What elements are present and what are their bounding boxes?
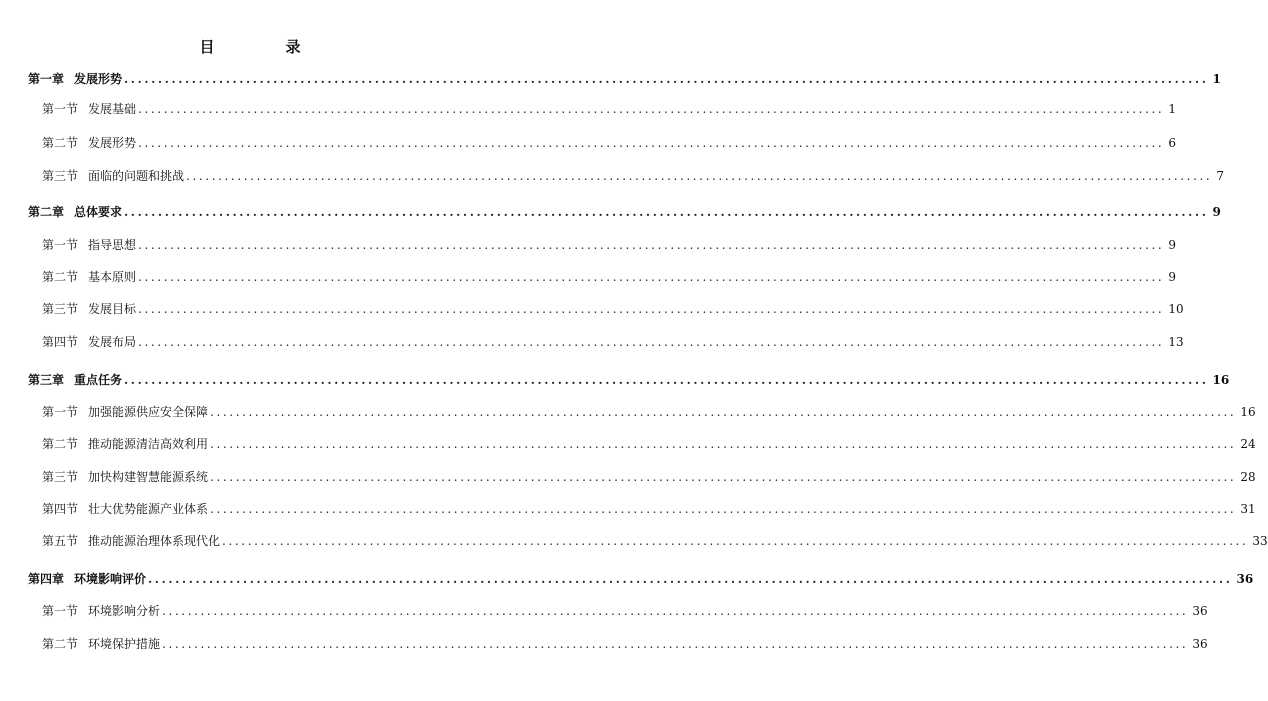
toc-section-row[interactable] [42, 335, 1184, 349]
toc-entry-number: 第四节 [42, 502, 79, 516]
toc-section-row[interactable] [42, 637, 1208, 651]
toc-entry-number: 第一节 [42, 604, 79, 618]
toc-page-number: 36 [1236, 572, 1254, 586]
toc-entry-number: 第二节 [42, 270, 79, 284]
toc-entry-number: 第四章 [28, 572, 65, 586]
toc-entry-label [42, 136, 138, 150]
toc-page-number: 36 [1192, 604, 1208, 618]
toc-entry-label [42, 169, 186, 183]
toc-entry-label [42, 437, 210, 451]
toc-leader-dots: ................................................................................................................................................................ [210, 437, 1237, 451]
toc-section-row[interactable] [42, 437, 1256, 451]
toc-section-row[interactable] [42, 136, 1176, 150]
toc-entry-title: 总体要求 [74, 205, 123, 219]
toc-entry-number: 第一节 [42, 102, 79, 116]
toc-entry-number: 第三节 [42, 302, 79, 316]
toc-entry-title: 环境影响评价 [74, 572, 147, 586]
toc-page-number: 6 [1168, 136, 1176, 150]
toc-entry-label [42, 102, 138, 116]
toc-page-number: 10 [1168, 302, 1184, 316]
toc-entry-title: 环境保护措施 [88, 637, 161, 651]
toc-section-row[interactable] [42, 302, 1184, 316]
toc-entry-number: 第二章 [28, 205, 65, 219]
toc-entry-number: 第三节 [42, 470, 79, 484]
toc-section-row[interactable] [42, 502, 1256, 516]
toc-leader-dots: ................................................................................................................................................................ [138, 102, 1165, 116]
toc-entry-number: 第二节 [42, 136, 79, 150]
toc-entry-number: 第一章 [28, 72, 65, 86]
toc-page-number: 7 [1216, 169, 1224, 183]
toc-section-row[interactable] [42, 169, 1224, 183]
toc-entry-title: 发展形势 [74, 72, 123, 86]
toc-entry-label [42, 637, 162, 651]
toc-page-number: 28 [1240, 470, 1256, 484]
toc-entry-label [42, 335, 138, 349]
toc-leader-dots: ................................................................................................................................................................ [162, 604, 1189, 618]
toc-entry-title: 面临的问题和挑战 [88, 169, 185, 183]
toc-entry-label [28, 205, 124, 219]
toc-entry-label [28, 72, 124, 86]
toc-section-row[interactable] [42, 534, 1268, 548]
toc-page-number: 1 [1168, 102, 1176, 116]
toc-entry-title: 发展目标 [88, 302, 137, 316]
toc-entry-label [42, 238, 138, 252]
toc-title: 目 录 [199, 38, 329, 56]
toc-page-number: 31 [1240, 502, 1256, 516]
toc-entry-number: 第三章 [28, 373, 65, 387]
toc-leader-dots: ................................................................................................................................................................ [210, 405, 1237, 419]
toc-page-number: 13 [1168, 335, 1184, 349]
toc-page-number: 9 [1212, 205, 1221, 219]
toc-section-row[interactable] [42, 102, 1176, 116]
toc-chapter-row[interactable] [28, 205, 1221, 219]
toc-entry-number: 第三节 [42, 169, 79, 183]
toc-entry-label [42, 405, 210, 419]
toc-entry-number: 第一节 [42, 405, 79, 419]
toc-entry-title: 推动能源清洁高效利用 [88, 437, 209, 451]
toc-entry-title: 发展形势 [88, 136, 137, 150]
toc-page-number: 16 [1212, 373, 1230, 387]
toc-page-number: 9 [1168, 270, 1176, 284]
toc-entry-title: 基本原则 [88, 270, 137, 284]
toc-entry-title: 重点任务 [74, 373, 123, 387]
toc-entry-number: 第二节 [42, 437, 79, 451]
toc-section-row[interactable] [42, 405, 1256, 419]
toc-leader-dots: ................................................................................................................................................................ [210, 470, 1237, 484]
toc-entry-label [42, 302, 138, 316]
toc-section-row[interactable] [42, 604, 1208, 618]
toc-leader-dots: ................................................................................................................................................................ [124, 205, 1209, 219]
toc-entry-number: 第五节 [42, 534, 79, 548]
toc-chapter-row[interactable] [28, 572, 1254, 586]
toc-section-row[interactable] [42, 270, 1176, 284]
toc-page-number: 16 [1240, 405, 1256, 419]
toc-entry-title: 环境影响分析 [88, 604, 161, 618]
toc-chapter-row[interactable] [28, 373, 1230, 387]
toc-leader-dots: ................................................................................................................................................................ [138, 238, 1165, 252]
toc-leader-dots: ................................................................................................................................................................ [124, 72, 1209, 86]
toc-entry-title: 发展基础 [88, 102, 137, 116]
toc-page-number: 9 [1168, 238, 1176, 252]
toc-entry-label [42, 270, 138, 284]
toc-page-number: 33 [1252, 534, 1268, 548]
toc-entry-label [28, 572, 148, 586]
toc-chapter-row[interactable] [28, 72, 1221, 86]
toc-leader-dots: ................................................................................................................................................................ [148, 572, 1233, 586]
toc-entry-label [42, 470, 210, 484]
toc-entry-label [42, 534, 222, 548]
toc-page-number: 24 [1240, 437, 1256, 451]
toc-entry-title: 加强能源供应安全保障 [88, 405, 209, 419]
toc-leader-dots: ................................................................................................................................................................ [124, 373, 1209, 387]
toc-page-number: 1 [1212, 72, 1221, 86]
toc-entry-label [42, 604, 162, 618]
toc-leader-dots: ................................................................................................................................................................ [222, 534, 1249, 548]
toc-entry-label [42, 502, 210, 516]
toc-entry-title: 加快构建智慧能源系统 [88, 470, 209, 484]
toc-entry-label [28, 373, 124, 387]
toc-leader-dots: ................................................................................................................................................................ [138, 302, 1165, 316]
toc-section-row[interactable] [42, 470, 1256, 484]
toc-leader-dots: ................................................................................................................................................................ [186, 169, 1213, 183]
toc-leader-dots: ................................................................................................................................................................ [162, 637, 1189, 651]
toc-entry-number: 第二节 [42, 637, 79, 651]
toc-page-number: 36 [1192, 637, 1208, 651]
toc-leader-dots: ................................................................................................................................................................ [138, 136, 1165, 150]
toc-entry-title: 发展布局 [88, 335, 137, 349]
toc-leader-dots: ................................................................................................................................................................ [138, 270, 1165, 284]
toc-entry-number: 第四节 [42, 335, 79, 349]
toc-entry-title: 壮大优势能源产业体系 [88, 502, 209, 516]
toc-entry-number: 第一节 [42, 238, 79, 252]
toc-leader-dots: ................................................................................................................................................................ [138, 335, 1165, 349]
toc-section-row[interactable] [42, 238, 1176, 252]
toc-entry-title: 指导思想 [88, 238, 137, 252]
toc-entry-title: 推动能源治理体系现代化 [88, 534, 221, 548]
toc-leader-dots: ................................................................................................................................................................ [210, 502, 1237, 516]
